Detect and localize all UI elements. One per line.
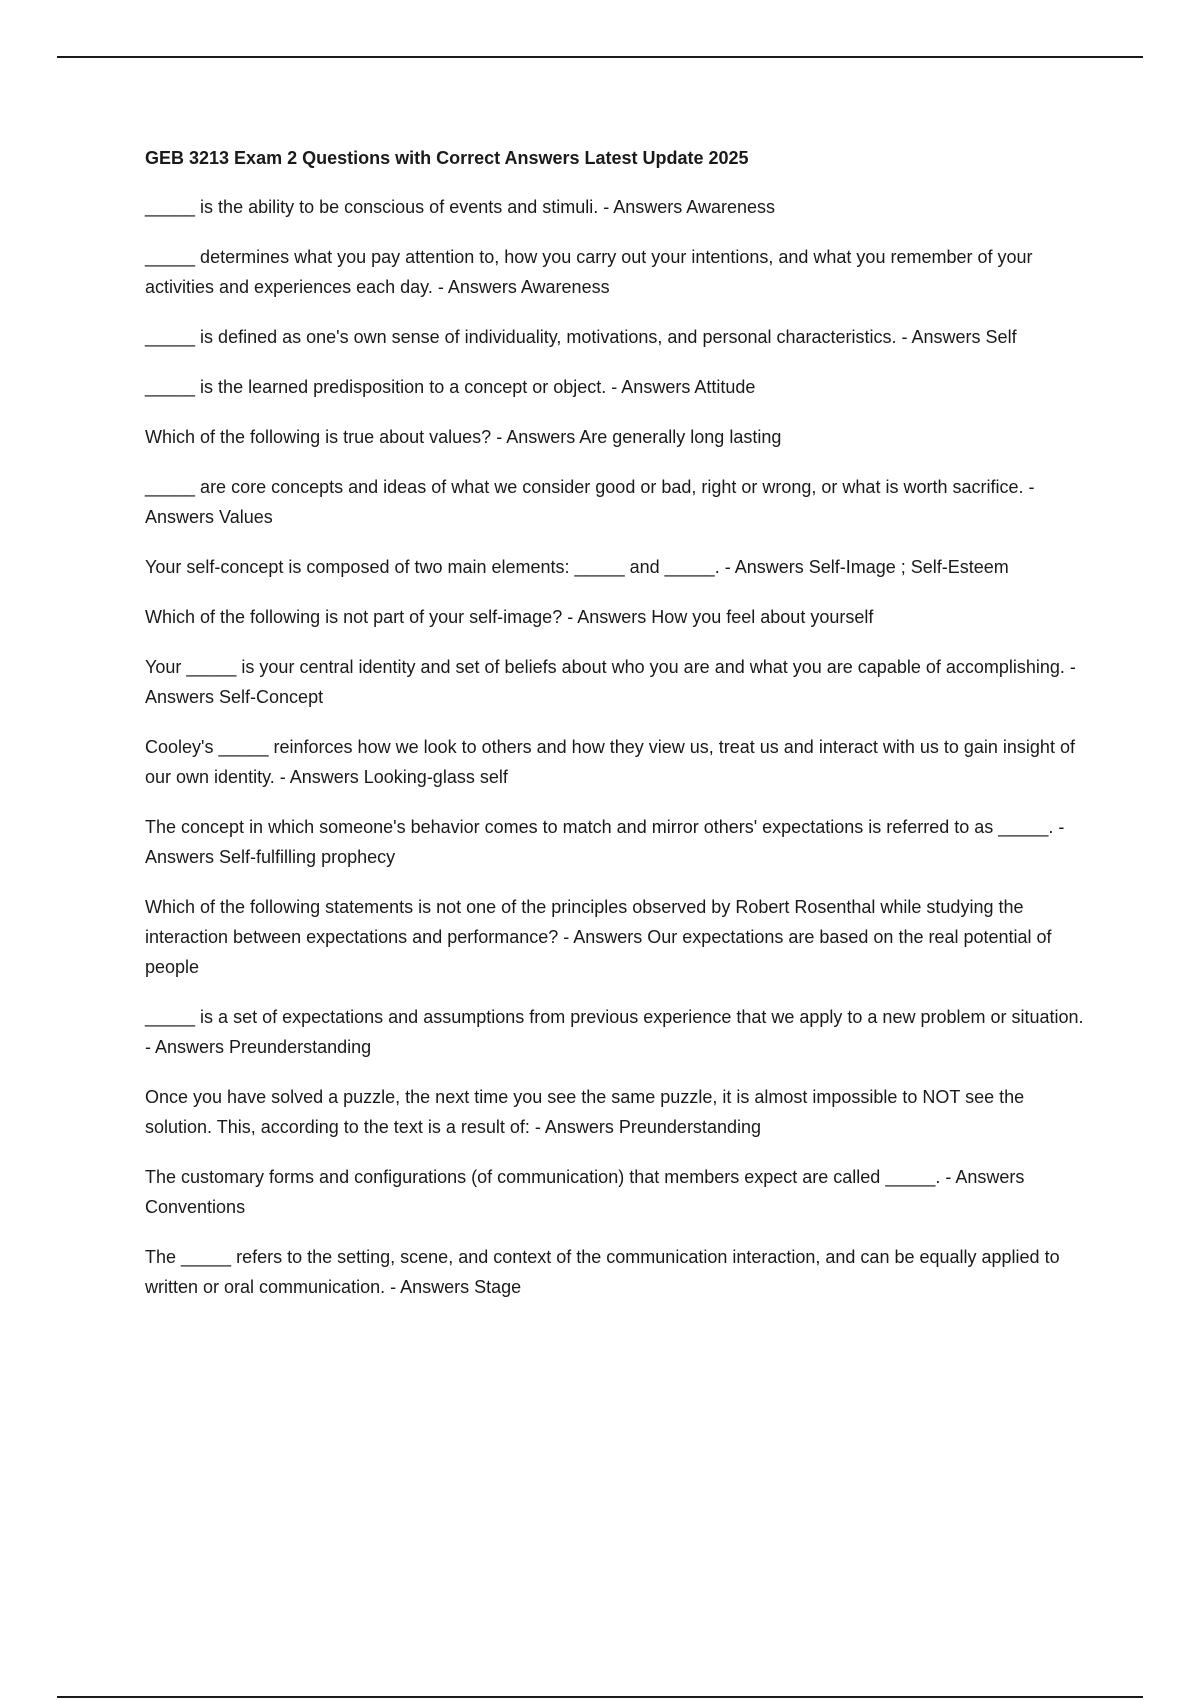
qa-item: Cooley's _____ reinforces how we look to others and how they view us, treat us and interact with us to gain insight of our own identity. - Answers Looking-glass self bbox=[145, 737, 1075, 787]
qa-item: Which of the following statements is not one of the principles observed by Robert Rosenthal while studying the interaction between expectations and performance? - Answers Our expectations are based on the real potential of people bbox=[145, 897, 1052, 977]
qa-item: The concept in which someone's behavior comes to match and mirror others' expectations is referred to as _____. - Answers Self-fulfilling prophecy bbox=[145, 817, 1065, 867]
qa-item: _____ are core concepts and ideas of what we consider good or bad, right or wrong, or what is worth sacrifice. - Answers Values bbox=[145, 477, 1035, 527]
top-divider bbox=[57, 56, 1143, 58]
bottom-divider bbox=[57, 1696, 1143, 1698]
qa-item: The _____ refers to the setting, scene, and context of the communication interaction, and can be equally applied to written or oral communication. - Answers Stage bbox=[145, 1247, 1060, 1297]
document-title: GEB 3213 Exam 2 Questions with Correct Answers Latest Update 2025 bbox=[145, 148, 749, 168]
qa-item: Your self-concept is composed of two main elements: _____ and _____. - Answers Self-Image ; Self-Esteem bbox=[145, 557, 1009, 577]
qa-item: _____ is the learned predisposition to a concept or object. - Answers Attitude bbox=[145, 377, 756, 397]
qa-item: The customary forms and configurations (of communication) that members expect are called _____. - Answers Conventions bbox=[145, 1167, 1025, 1217]
qa-item: _____ is the ability to be conscious of events and stimuli. - Answers Awareness bbox=[145, 197, 776, 217]
qa-item: _____ determines what you pay attention to, how you carry out your intentions, and what you remember of your activities and experiences each day. - Answers Awareness bbox=[145, 247, 1033, 297]
qa-item: _____ is a set of expectations and assumptions from previous experience that we apply to a new problem or situation. - Answers Preunderstanding bbox=[145, 1007, 1084, 1057]
qa-item: Which of the following is true about values? - Answers Are generally long lasting bbox=[145, 427, 782, 447]
qa-item: Once you have solved a puzzle, the next time you see the same puzzle, it is almost impossible to NOT see the solution. This, according to the text is a result of: - Answers Preunderstanding bbox=[145, 1087, 1025, 1137]
document-body bbox=[145, 146, 1090, 1322]
qa-item: Which of the following is not part of your self-image? - Answers How you feel about yourself bbox=[145, 607, 874, 627]
qa-item: Your _____ is your central identity and set of beliefs about who you are and what you are capable of accomplishing. - Answers Self-Concept bbox=[145, 657, 1076, 707]
qa-item: _____ is defined as one's own sense of individuality, motivations, and personal characteristics. - Answers Self bbox=[145, 327, 1017, 347]
